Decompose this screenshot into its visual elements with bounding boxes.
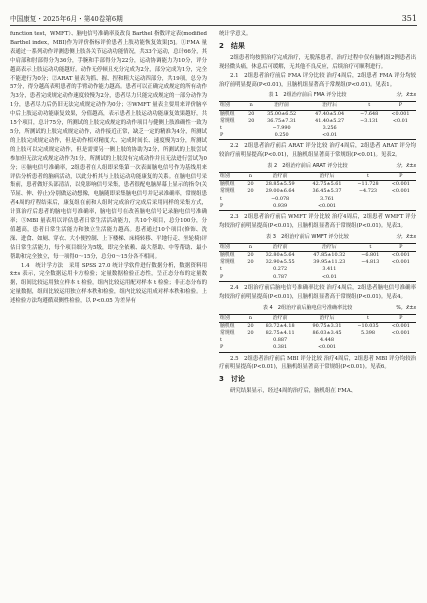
table-cell: <0.001: [304, 203, 351, 211]
column-header: 治疗后: [306, 102, 354, 110]
caption-unit: %，x̄±s: [396, 304, 416, 311]
table-cell: <0.01: [304, 274, 356, 282]
table-eeg-accuracy: [219, 314, 416, 353]
continuation-text: 统计学意义。: [219, 31, 252, 37]
table-cell: 35.00±6.52: [267, 110, 297, 117]
table-header-row: [219, 243, 416, 251]
table-caption: [219, 162, 416, 171]
table-fma: [219, 101, 416, 140]
table-cell: t: [220, 266, 222, 273]
table-header-row: [219, 102, 416, 110]
table-cell: [354, 125, 385, 132]
caption-unit: 分，x̄±s: [395, 92, 416, 99]
subsection-heading: 2.4 2组治疗前后脑电信号准确率比较: [230, 284, 325, 291]
table-cell: 4.448: [319, 337, 334, 344]
table-cell: [386, 203, 416, 211]
column-header: t: [354, 102, 385, 110]
table-cell: 20: [248, 117, 255, 124]
table-cell: −10.035: [357, 322, 379, 329]
table-cell: [244, 337, 256, 344]
body-paragraph: function test，WMFT）、脑电信号准确率及改良 Barthel 指数评定表(modified Barthel index，MBI)作为评价指标评价患者上肢功能恢复效果[5]。①FMA 量表通过一系列动作评测患侧上肢各关节运动功能情况，共33个运动，总计66分，其中肩部和肘部得分为36分，手腕和手部得分为22分，运动协调能力为10分，评分越高表示上肢运动功能越好。动作无停顿且充分完成为2分，部分完成为1分，完全不能进行为0分；②ARAT 量表为抓、握、捏和粗大运动四部分，共19项，总分为57分，得分越高表明患者的手臂动作能力越高。患者可以正确完成规定的所有动作为3分，患者完成规定动作速度较慢为2分，患者尽力只能完成规定的一部分动作为1分，患者尽力后仍旧无法完成规定动作为0分；③WMFT 量表主要用来评价脑卒中后上肢运动功能康复效果，分值越高，表示患者上肢运动功能康复效果越好，共15个项目，总计75分，所测试的上肢完成规定的动作项目与健侧上肢准确性一致为5分，所测试的上肢完成规定动作，动作接近正常，缺乏一定的精准为4分，所测试的上肢完成规定动作，但是动作相对精度大、完成时间长、速度慢为3分，所测试的上肢可以完成规定动作，但是需要另一侧上肢的协助为2分，所测试的上肢尝试参加但无法完成规定动作为1分，所测试的上肢没有完成动作并且无法进行尝试为0分；④脑电信号准确率，2组患者在人组即采集第一次表面脑电信号作为基线用来评估分析患者的脑病活动，以此分析其与上肢运动功能康复的关系。在脑电信号采集前，患者做好头部清洁，以免影响信号采集，患者很配电脑屏幕上显示的指令(关节屈、伸、停止)分别做运动想像，电脑随即采集脑电信号并记录准确率，常规组患者4周的疗程结束后，康复组在前和人组时完成治疗完成后采用同样的采集方式，计算治疗后患者的脑电信号准确率，脑电信号在改善脑电信号记录脑电信号准确率；⑤MBI 量表用以评估患者日常生活活动能力，共10个项目，总分100分，分值越高，患者日常生活能力和独立生活能力越高。患者通过10个项目(修饰、洗澡、进食、如厕、穿衣、大小便控制、上下楼梯、床椅转移、平地行走、坐轮椅)评估日常生活能力，每个项目细分为5级，即完全依赖、最大帮助、中等帮助、最小帮助和完全独立，每一项得0～15分，总分0～15分各不相同。: [10, 31, 208, 260]
caption-unit: 分，x̄±s: [395, 163, 416, 170]
table-cell: [244, 196, 256, 203]
table-cell: [386, 266, 416, 273]
table-cell: [385, 125, 416, 132]
page-number: 351: [401, 14, 417, 23]
table-cell: 42.75±5.61: [312, 181, 342, 188]
column-header: t: [350, 314, 385, 322]
subsection-heading: 2.5 2组患者治疗前后 MBI 评分比较: [230, 355, 323, 362]
subsection-2-4: [219, 284, 416, 302]
table-row: [219, 337, 416, 344]
table-cell: 0.381: [257, 344, 304, 352]
table-cell: −0.078: [271, 195, 290, 202]
table-cell: <0.001: [304, 344, 351, 352]
section-title-results: 2 结果: [219, 41, 245, 50]
table-cell: 常规组: [220, 259, 235, 266]
results-intro: 2组患者均按照治疗完成治疗，无脱落患者，治疗过程中仅有脑机组2例患者出现轻微头痛，休息后可缓解，无其他不良反应，后续治疗可顺利进行。: [219, 54, 416, 70]
table-cell: −4.813: [361, 259, 380, 266]
table-cell: 脑机组: [220, 181, 235, 188]
subsection-heading: 2.3 2组患者治疗前后 WMFT 评分比较: [230, 214, 331, 221]
table-cell: 32.90±5.55: [265, 259, 295, 266]
column-header: n: [244, 173, 256, 181]
table-cell: [355, 274, 385, 282]
table-row: [219, 252, 416, 260]
table-cell: 32.80±5.64: [265, 252, 295, 259]
table-row: [219, 125, 416, 132]
table-cell: [354, 132, 385, 140]
table-cell: 0.887: [273, 337, 288, 344]
table-cell: <0.001: [391, 252, 410, 259]
table-caption: [219, 233, 416, 242]
table-cell: 41.40±5.27: [315, 117, 345, 124]
table-cell: [350, 203, 385, 211]
discussion-text: 研究结果显示，经过4周的治疗后，脑机组在 FMA、: [230, 388, 357, 395]
table-cell: 20: [247, 252, 254, 259]
table-cell: [244, 203, 256, 211]
table-cell: 常规组: [220, 117, 235, 124]
table-cell: [386, 196, 416, 203]
caption-unit: 分，x̄±s: [395, 233, 416, 240]
column-header: P: [386, 314, 416, 322]
column-header: P: [385, 102, 416, 110]
table-cell: −7.990: [272, 124, 291, 131]
table-caption: [219, 91, 416, 100]
table-cell: P: [219, 274, 244, 282]
table-cell: [350, 337, 385, 344]
caption-text: 表 3 2组治疗前后 WMFT 评分比较: [266, 233, 349, 240]
table-cell: −7.648: [360, 110, 379, 117]
column-header: 治疗前: [258, 102, 306, 110]
table-header-row: [219, 173, 416, 181]
table-cell: 36.75±7.31: [267, 117, 297, 124]
table-cell: [386, 344, 416, 352]
column-header: 治疗前: [257, 314, 304, 322]
column-header: 组别: [219, 102, 245, 110]
left-column: [10, 30, 207, 306]
subsection-heading: 2.2 2组患者治疗前后 ARAT 评分比较: [230, 143, 328, 150]
table-row: [219, 203, 416, 211]
subsection-2-5: [219, 355, 416, 373]
subsection-heading: 2.1 2组患者治疗前后 FMA 评分比较: [230, 72, 325, 79]
table-cell: 39.95±11.23: [313, 259, 346, 266]
table-cell: 36.45±5.37: [312, 188, 342, 195]
table-cell: P: [219, 132, 245, 140]
table-row: [219, 274, 416, 282]
column-header: 治疗前: [257, 243, 304, 251]
subsection-2-3: [219, 213, 416, 231]
column-header: P: [386, 243, 416, 251]
table-arat: [219, 172, 416, 211]
table-cell: 20: [247, 259, 254, 266]
table-row: [219, 330, 416, 337]
subsection-text: 治疗4周后，2组患者 ARAT 评分均较治疗前明显提高(P<0.01)，且脑机组显著高于常规组(P<0.01)。见表2。: [219, 143, 417, 159]
table-row: [219, 322, 416, 330]
table-cell: 0.272: [273, 266, 288, 273]
caption-text: 表 2 2组治疗前后 ARAT 评分比较: [267, 163, 348, 170]
table-cell: <0.01: [392, 117, 408, 124]
table-cell: 86.03±3.45: [312, 329, 342, 336]
table-cell: <0.001: [391, 181, 410, 188]
table-row: [219, 118, 416, 125]
table-cell: 0.250: [258, 132, 306, 140]
table-cell: [385, 132, 416, 140]
column-header: 治疗前: [257, 173, 304, 181]
table-cell: 0.939: [257, 203, 304, 211]
column-header: t: [355, 243, 385, 251]
table-cell: 83.72±4.18: [265, 322, 295, 329]
subsection-text: 治疗4周后，2组患者 WMFT 评分均较治疗前明显提高(P<0.01)，且脑机组显著高于常规组(P<0.01)。见表3。: [219, 214, 417, 229]
subsection-2-1: [219, 72, 416, 90]
subsection-text: 治疗4周后，2组患者 FMA 评分均较治疗前明显提高(P<0.01)，且脑机组显著高于常规组(P<0.01)。见表1。: [219, 72, 416, 88]
table-cell: −3.131: [360, 117, 379, 124]
table-cell: 5.398: [360, 329, 375, 336]
table-cell: 3.411: [322, 266, 337, 273]
subsection-text: 治疗4周后，2组患者 MBI 评分均较治疗前明显提高(P<0.01)，且脑机组显著高于常规组(P<0.01)。见表6。: [219, 355, 416, 371]
table-cell: 20: [247, 188, 254, 195]
right-column: [219, 30, 416, 396]
table-cell: 常规组: [220, 329, 235, 336]
column-header: 治疗后: [304, 314, 351, 322]
column-header: P: [386, 173, 416, 181]
column-header: n: [244, 243, 256, 251]
table-cell: −6.801: [361, 252, 380, 259]
table-cell: 常规组: [220, 188, 235, 195]
table-cell: [350, 196, 385, 203]
table-row: [219, 259, 416, 266]
table-cell: 脑机组: [220, 252, 235, 259]
table-cell: [244, 266, 256, 273]
running-header: [10, 9, 417, 26]
journal-info: 中国康复・2025年6月・第40卷第6期: [10, 15, 123, 23]
column-header: n: [244, 314, 256, 322]
subsection-text: 治疗4周后，2组患者脑电信号准确率均较治疗前明显提高(P<0.01)，且脑机组显著高于常规组(P<0.01)。见表4。: [219, 284, 416, 300]
table-cell: 0.787: [257, 274, 304, 282]
table-cell: <0.001: [391, 188, 410, 195]
table-cell: 90.75±3.31: [312, 322, 342, 329]
table-cell: <0.01: [306, 132, 354, 140]
table-cell: 3.256: [322, 124, 337, 131]
subsection-2-2: [219, 142, 416, 160]
table-cell: −11.728: [357, 181, 379, 188]
table-cell: 脑机组: [220, 322, 235, 329]
column-header: 组别: [219, 173, 244, 181]
section-title-discussion: 3 讨论: [219, 375, 245, 384]
table-cell: 20: [248, 110, 255, 117]
table-cell: <0.001: [391, 259, 410, 266]
caption-text: 表 4 2组治疗前后脑电信号准确率比较: [262, 304, 353, 311]
table-cell: 47.85±10.32: [313, 252, 346, 259]
table-cell: t: [220, 337, 222, 344]
table-cell: 47.40±5.04: [315, 110, 345, 117]
table-cell: [386, 337, 416, 344]
table-cell: P: [219, 344, 244, 352]
table-row: [219, 188, 416, 195]
table-cell: t: [220, 124, 222, 131]
table-cell: 20: [247, 322, 254, 329]
table-header-row: [219, 314, 416, 322]
column-header: 治疗后: [304, 243, 356, 251]
table-cell: 29.00±6.64: [265, 188, 295, 195]
table-cell: [350, 344, 385, 352]
table-cell: <0.001: [391, 322, 410, 329]
column-header: 组别: [219, 243, 244, 251]
caption-text: 表 1 2组治疗前后 FMA 评分比较: [268, 92, 347, 99]
table-row: [219, 344, 416, 352]
column-header: n: [245, 102, 258, 110]
table-cell: 20: [247, 329, 254, 336]
table-row: [219, 196, 416, 203]
table-cell: [245, 125, 258, 132]
table-cell: 3.761: [319, 195, 334, 202]
column-header: t: [350, 173, 385, 181]
statistics-paragraph: 1.4 统计学方法 采用 SPSS 27.0 统计学软件进行数据分析，数据资料用 x̄±s 表示，完全数据运用卡方检验；定量数据检验正态性，呈正态分布的定量数据，组间比较运用独立样本 t 检验，组内比较运用配对样本 t 检验；非正态分布的定量数据，组间比较运用独立样本秩和检验，组内比较运用成对样本秩和检验。上述检验方法均遵循双侧性检验，以 P<0.05 为差异有: [10, 262, 207, 305]
table-cell: 82.75±4.11: [265, 329, 295, 336]
table-cell: [244, 344, 256, 352]
table-cell: <0.001: [391, 329, 410, 336]
table-row: [219, 110, 416, 118]
table-row: [219, 181, 416, 189]
table-cell: 20: [247, 181, 254, 188]
table-wmft: [219, 243, 416, 282]
table-cell: <0.001: [391, 110, 410, 117]
table-caption: [219, 304, 416, 313]
table-row: [219, 132, 416, 140]
table-cell: 28.85±5.59: [265, 181, 295, 188]
table-row: [219, 266, 416, 273]
table-cell: −4.723: [358, 188, 378, 195]
table-cell: 脑机组: [220, 110, 235, 117]
column-header: 组别: [219, 314, 244, 322]
table-cell: [244, 274, 256, 282]
table-cell: P: [219, 203, 244, 211]
table-cell: [386, 274, 416, 282]
table-cell: [355, 266, 385, 273]
table-cell: t: [220, 195, 222, 202]
table-cell: [245, 132, 258, 140]
column-header: 治疗后: [304, 173, 351, 181]
